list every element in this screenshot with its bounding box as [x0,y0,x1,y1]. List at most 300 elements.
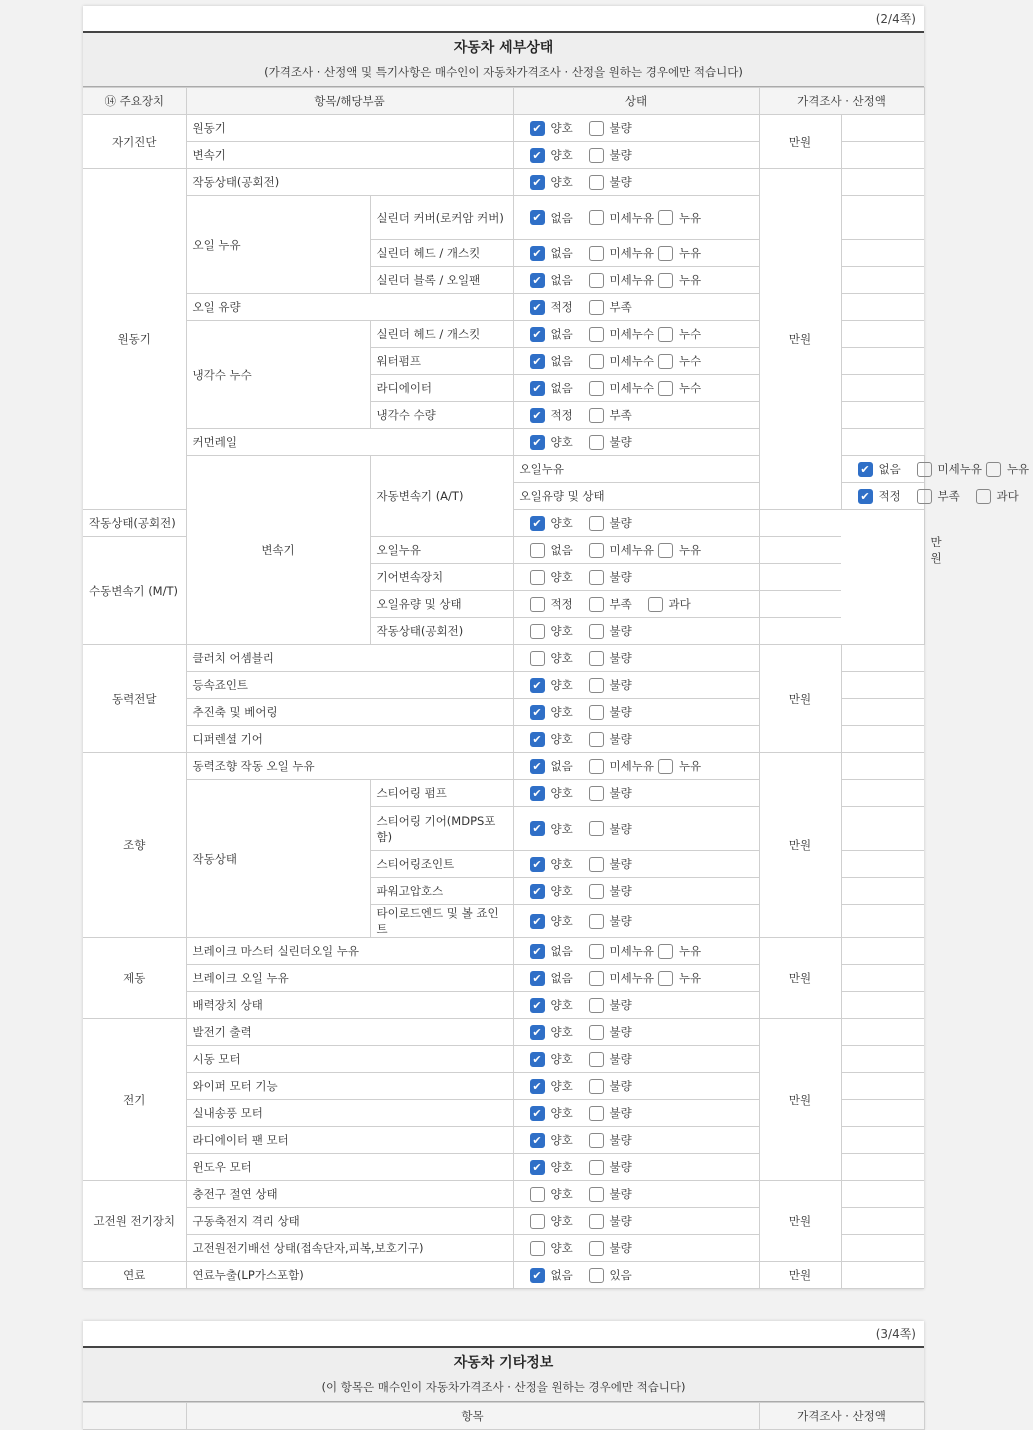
status-checkbox[interactable] [530,570,545,585]
status-checkbox-checked[interactable]: ✔ [530,884,545,899]
item-name: 실내송풍 모터 [186,1100,513,1127]
status-checkbox[interactable] [589,121,604,136]
status-option-label: 불량 [609,678,632,692]
status-checkbox[interactable] [986,462,1001,477]
status-checkbox[interactable] [589,1214,604,1229]
sub-part-name: 오일유량 및 상태 [513,483,759,510]
price-note-cell[interactable] [841,115,924,142]
price-note-cell[interactable] [759,618,841,645]
item-name: 작동상태 [186,780,370,938]
price-note-cell[interactable] [841,348,924,375]
status-options [513,169,759,196]
status-checkbox-checked[interactable]: ✔ [530,732,545,747]
status-option-label: 미세누유 [609,210,654,225]
status-option-label: 없음 [878,462,901,476]
status-checkbox-checked[interactable]: ✔ [530,759,545,774]
status-checkbox-checked[interactable]: ✔ [530,705,545,720]
status-option-label: 양호 [550,821,573,836]
item-name: 브레이크 마스터 실린더오일 누유 [186,938,513,965]
price-note-cell[interactable] [841,851,924,878]
item-name: 와이퍼 모터 기능 [186,1073,513,1100]
status-checkbox[interactable] [589,624,604,639]
status-checkbox[interactable] [917,462,932,477]
status-checkbox[interactable] [589,1052,604,1067]
status-option-label: 불량 [609,884,632,898]
status-option-label: 미세누유 [609,759,654,773]
table-row [83,1019,924,1046]
status-checkbox[interactable] [589,971,604,986]
status-options [513,375,759,402]
price-note-cell[interactable] [841,1019,924,1046]
status-checkbox[interactable] [589,597,604,612]
status-option-label: 불량 [609,1079,632,1093]
price-note-cell[interactable] [841,938,924,965]
section-title: 자동차 기타정보 [453,1355,554,1371]
status-options [513,429,759,456]
status-option-label: 미세누유 [609,543,654,557]
status-option-label: 불량 [609,998,632,1012]
status-checkbox[interactable] [589,914,604,929]
price-note-cell[interactable] [841,992,924,1019]
status-option-label: 없음 [550,759,573,773]
status-options [513,1046,759,1073]
status-option-label: 미세누유 [609,971,654,985]
status-options [513,965,759,992]
status-option-label: 미세누유 [609,273,654,287]
status-checkbox[interactable] [658,944,673,959]
status-checkbox[interactable] [530,1187,545,1202]
status-option-label: 양호 [550,705,573,719]
status-checkbox[interactable] [530,651,545,666]
status-options [513,645,759,672]
status-checkbox-checked[interactable]: ✔ [530,1133,545,1148]
status-option-label: 누유 [678,543,702,557]
status-checkbox[interactable] [589,1160,604,1175]
col-header-status: 상태 [513,88,759,115]
status-option-label: 불량 [609,570,632,584]
price-note-cell[interactable] [841,240,924,267]
status-checkbox-checked[interactable]: ✔ [530,1079,545,1094]
col-header-price: 가격조사 · 산정액 [759,88,924,115]
status-option-label: 누유 [1006,462,1030,476]
status-option-label: 미세누유 [609,246,654,260]
status-option-label: 없음 [550,273,573,287]
status-checkbox[interactable] [658,354,673,369]
status-option-label: 양호 [550,1133,573,1147]
price-note-cell[interactable] [759,537,841,564]
col-header-price: 가격조사 · 산정액 [759,1403,924,1430]
status-options [513,851,759,878]
status-checkbox[interactable] [648,597,663,612]
price-note-cell[interactable] [841,294,924,321]
status-option-label: 양호 [550,148,573,162]
sub-part-name: 실린더 블록 / 오일팬 [370,267,513,294]
status-checkbox-checked[interactable]: ✔ [530,944,545,959]
status-checkbox[interactable] [589,1268,604,1283]
status-checkbox[interactable] [530,597,545,612]
sub-part-name: 타이로드엔드 및 볼 죠인트 [370,905,513,938]
price-note-cell[interactable] [841,402,924,429]
status-option-label: 누유 [678,944,702,958]
status-options [513,1181,759,1208]
status-option-label: 양호 [550,435,573,449]
status-option-label: 불량 [609,435,632,449]
status-option-label: 불량 [609,121,632,135]
status-option-label: 미세누수 [609,354,654,368]
device-category: 조향 [83,753,186,938]
price-note-cell[interactable] [841,1181,924,1208]
col-header-item: 항목 [186,1403,759,1430]
status-checkbox-checked[interactable]: ✔ [530,1106,545,1121]
status-checkbox[interactable] [589,1106,604,1121]
status-options [513,878,759,905]
status-options [513,321,759,348]
status-option-label: 불량 [609,705,632,719]
status-option-label: 부족 [609,408,632,422]
status-checkbox[interactable] [589,944,604,959]
col-header-blank [83,1403,186,1430]
status-checkbox[interactable] [589,273,604,288]
status-checkbox-checked[interactable]: ✔ [530,175,545,190]
status-checkbox[interactable] [589,543,604,558]
status-options [513,1127,759,1154]
status-checkbox[interactable] [658,327,673,342]
status-options [513,1073,759,1100]
price-unit: 만원 [759,115,841,169]
item-name: 연료누출(LP가스포함) [186,1262,513,1289]
price-note-cell[interactable] [841,1127,924,1154]
sub-part-name: 파워고압호스 [370,878,513,905]
status-checkbox-checked[interactable]: ✔ [530,1025,545,1040]
status-checkbox-checked[interactable]: ✔ [530,300,545,315]
status-options [513,807,759,851]
status-options [513,196,759,240]
sub-part-name: 실린더 헤드 / 개스킷 [370,240,513,267]
status-options [513,537,759,564]
status-checkbox[interactable] [589,246,604,261]
status-checkbox[interactable] [658,273,673,288]
sub-part-name: 라디에이터 [370,375,513,402]
status-option-label: 불량 [609,821,632,836]
price-note-cell[interactable] [841,321,924,348]
status-checkbox[interactable] [589,408,604,423]
device-category: 연료 [83,1262,186,1289]
status-option-label: 누유 [678,759,702,773]
status-checkbox[interactable] [589,354,604,369]
status-option-label: 불량 [609,857,632,871]
status-checkbox-checked[interactable]: ✔ [530,327,545,342]
status-checkbox[interactable] [589,705,604,720]
device-category: 동력전달 [83,645,186,753]
price-note-cell[interactable] [841,375,924,402]
status-options [513,294,759,321]
status-option-label: 불량 [609,732,632,746]
status-checkbox[interactable] [658,759,673,774]
status-checkbox[interactable] [589,175,604,190]
status-checkbox-checked[interactable]: ✔ [530,857,545,872]
status-checkbox[interactable] [976,489,991,504]
status-option-label: 양호 [550,1160,573,1174]
price-note-cell[interactable] [841,169,924,196]
status-checkbox[interactable] [589,651,604,666]
table-row [83,1262,924,1289]
status-option-label: 없음 [550,354,573,368]
price-note-cell[interactable] [841,878,924,905]
status-checkbox-checked[interactable]: ✔ [858,462,873,477]
status-option-label: 누수 [678,354,702,368]
price-note-cell[interactable] [841,699,924,726]
item-name: 라디에이터 팬 모터 [186,1127,513,1154]
item-name: 디퍼렌셜 기어 [186,726,513,753]
page-number: (3/4쪽) [83,1321,924,1348]
status-option-label: 불량 [609,1133,632,1147]
status-option-label: 불량 [609,1106,632,1120]
table-row: 변속기 자동변속기 (A/T) 오일누유 ✔ 없음 미세누유 누유 만원 [83,456,924,483]
status-options [513,992,759,1019]
status-checkbox[interactable] [658,246,673,261]
status-checkbox[interactable] [589,210,604,225]
status-option-label: 양호 [550,570,573,584]
table-row [83,115,924,142]
status-option-label: 양호 [550,516,573,530]
status-options [513,348,759,375]
status-option-label: 양호 [550,786,573,800]
item-name: 수동변속기 (M/T) [83,537,186,645]
price-note-cell[interactable] [841,1073,924,1100]
status-options [513,591,759,618]
sub-part-name: 스티어링조인트 [370,851,513,878]
status-checkbox-checked[interactable]: ✔ [530,998,545,1013]
status-checkbox[interactable] [589,759,604,774]
status-option-label: 양호 [550,624,573,638]
status-option-label: 없음 [550,944,573,958]
item-name: 윈도우 모터 [186,1154,513,1181]
status-checkbox[interactable] [658,543,673,558]
price-unit: 만원 [759,1019,841,1181]
status-checkbox[interactable] [589,148,604,163]
section-title: 자동차 세부상태 [453,40,554,56]
status-option-label: 양호 [550,121,573,135]
price-note-cell[interactable] [841,1100,924,1127]
status-option-label: 누유 [678,246,702,260]
status-options [513,1100,759,1127]
price-note-cell[interactable] [841,429,924,456]
status-option-label: 불량 [609,1241,632,1255]
status-options [513,267,759,294]
status-checkbox-checked[interactable]: ✔ [530,246,545,261]
item-name: 배력장치 상태 [186,992,513,1019]
status-option-label: 불량 [609,1214,632,1228]
item-name: 커먼레일 [186,429,513,456]
price-note-cell[interactable] [841,267,924,294]
sub-part-name: 워터펌프 [370,348,513,375]
status-checkbox[interactable] [530,624,545,639]
status-option-label: 과다 [996,489,1019,503]
price-note-cell[interactable] [841,645,924,672]
status-option-label: 양호 [550,857,573,871]
status-option-label: 불량 [609,516,632,530]
status-checkbox[interactable] [589,516,604,531]
status-option-label: 양호 [550,884,573,898]
status-option-label: 불량 [609,1187,632,1201]
status-checkbox-checked[interactable]: ✔ [530,821,545,836]
item-name: 변속기 [186,142,513,169]
status-checkbox[interactable] [658,210,673,225]
status-checkbox[interactable] [589,884,604,899]
price-note-cell[interactable] [841,196,924,240]
price-note-cell[interactable] [841,1154,924,1181]
status-checkbox-checked[interactable]: ✔ [530,381,545,396]
status-option-label: 없음 [550,543,573,557]
section-header [83,33,924,87]
item-name: 작동상태(공회전) [186,169,513,196]
status-options [513,672,759,699]
status-checkbox[interactable] [589,821,604,836]
status-checkbox[interactable] [589,678,604,693]
status-options [513,1154,759,1181]
status-checkbox-checked[interactable]: ✔ [530,148,545,163]
status-checkbox-checked[interactable]: ✔ [530,435,545,450]
status-option-label: 양호 [550,175,573,189]
status-checkbox-checked[interactable]: ✔ [530,1052,545,1067]
status-checkbox-checked[interactable]: ✔ [530,914,545,929]
sub-part-name: 오일누유 [513,456,759,483]
status-option-label: 양호 [550,732,573,746]
price-note-cell[interactable] [841,1262,924,1289]
price-note-cell[interactable] [841,1208,924,1235]
status-checkbox-checked[interactable]: ✔ [530,210,545,225]
status-checkbox[interactable] [589,300,604,315]
status-checkbox-checked[interactable]: ✔ [530,273,545,288]
status-checkbox[interactable] [658,381,673,396]
status-option-label: 없음 [550,971,573,985]
status-option-label: 없음 [550,210,573,225]
device-category: 제동 [83,938,186,1019]
status-option-label: 불량 [609,914,632,928]
status-checkbox-checked[interactable]: ✔ [530,1268,545,1283]
status-checkbox-checked[interactable]: ✔ [530,354,545,369]
price-note-cell[interactable] [759,564,841,591]
price-note-cell[interactable] [841,753,924,780]
status-checkbox[interactable] [589,435,604,450]
status-checkbox-checked[interactable]: ✔ [530,1160,545,1175]
status-checkbox[interactable] [589,327,604,342]
status-checkbox[interactable] [917,489,932,504]
status-options [513,402,759,429]
status-option-label: 불량 [609,1052,632,1066]
status-checkbox[interactable] [589,998,604,1013]
status-checkbox[interactable] [589,1025,604,1040]
price-note-cell[interactable] [841,905,924,938]
status-option-label: 누수 [678,327,702,341]
price-note-cell[interactable] [841,1235,924,1262]
status-checkbox-checked[interactable]: ✔ [530,408,545,423]
device-category: 원동기 [83,169,186,510]
price-note-cell[interactable] [841,142,924,169]
status-option-label: 적정 [878,489,901,503]
status-options [513,115,759,142]
device-category: 변속기 [186,456,370,645]
status-option-label: 부족 [609,597,632,611]
status-option-label: 양호 [550,1241,573,1255]
status-checkbox[interactable] [530,543,545,558]
status-checkbox[interactable] [589,857,604,872]
status-option-label: 누유 [678,971,702,985]
sub-part-name: 기어변속장치 [370,564,513,591]
price-note-cell[interactable] [841,726,924,753]
status-option-label: 부족 [609,300,632,314]
status-option-label: 없음 [550,327,573,341]
status-checkbox[interactable] [589,1241,604,1256]
price-note-cell[interactable] [759,591,841,618]
status-option-label: 양호 [550,1079,573,1093]
sub-part-name: 스티어링 기어(MDPS포함) [370,807,513,851]
price-unit: 만원 [759,645,841,753]
price-unit: 만원 [759,753,841,938]
device-category: 자기진단 [83,115,186,169]
price-note-cell[interactable] [841,965,924,992]
status-option-label: 미세누수 [609,327,654,341]
status-option-label: 누유 [678,273,702,287]
status-checkbox-checked[interactable]: ✔ [530,121,545,136]
page-3-sheet [83,1321,924,1430]
status-checkbox[interactable] [589,1187,604,1202]
status-checkbox[interactable] [589,1133,604,1148]
status-checkbox[interactable] [589,381,604,396]
price-note-cell[interactable] [841,672,924,699]
section-header [83,1348,924,1402]
status-option-label: 누유 [678,210,702,225]
price-note-cell[interactable] [759,510,841,537]
table-row [83,1181,924,1208]
status-checkbox[interactable] [530,1214,545,1229]
status-checkbox[interactable] [530,1241,545,1256]
status-options [513,618,759,645]
status-checkbox[interactable] [658,971,673,986]
status-checkbox[interactable] [589,732,604,747]
status-options [513,1208,759,1235]
status-option-label: 양호 [550,1187,573,1201]
status-checkbox-checked[interactable]: ✔ [530,678,545,693]
status-option-label: 불량 [609,624,632,638]
status-options [513,1019,759,1046]
status-options [513,905,759,938]
status-checkbox[interactable] [589,1079,604,1094]
price-note-cell[interactable] [841,780,924,807]
device-category: 고전원 전기장치 [83,1181,186,1262]
price-note-cell[interactable] [841,807,924,851]
status-options [513,753,759,780]
status-option-label: 양호 [550,1106,573,1120]
status-option-label: 불량 [609,1025,632,1039]
status-option-label: 양호 [550,678,573,692]
status-checkbox[interactable] [589,570,604,585]
price-unit: 만원 [759,938,841,1019]
status-option-label: 불량 [609,786,632,800]
item-name: 클러치 어셈블리 [186,645,513,672]
device-category: 전기 [83,1019,186,1181]
status-option-label: 적정 [550,408,573,422]
status-checkbox-checked[interactable]: ✔ [530,516,545,531]
status-checkbox-checked[interactable]: ✔ [858,489,873,504]
status-checkbox[interactable] [589,786,604,801]
status-option-label: 불량 [609,175,632,189]
price-note-cell[interactable] [841,1046,924,1073]
status-checkbox-checked[interactable]: ✔ [530,786,545,801]
status-checkbox-checked[interactable]: ✔ [530,971,545,986]
col-header-item: 항목/해당부품 [186,88,513,115]
item-name: 자동변속기 (A/T) [370,456,513,537]
